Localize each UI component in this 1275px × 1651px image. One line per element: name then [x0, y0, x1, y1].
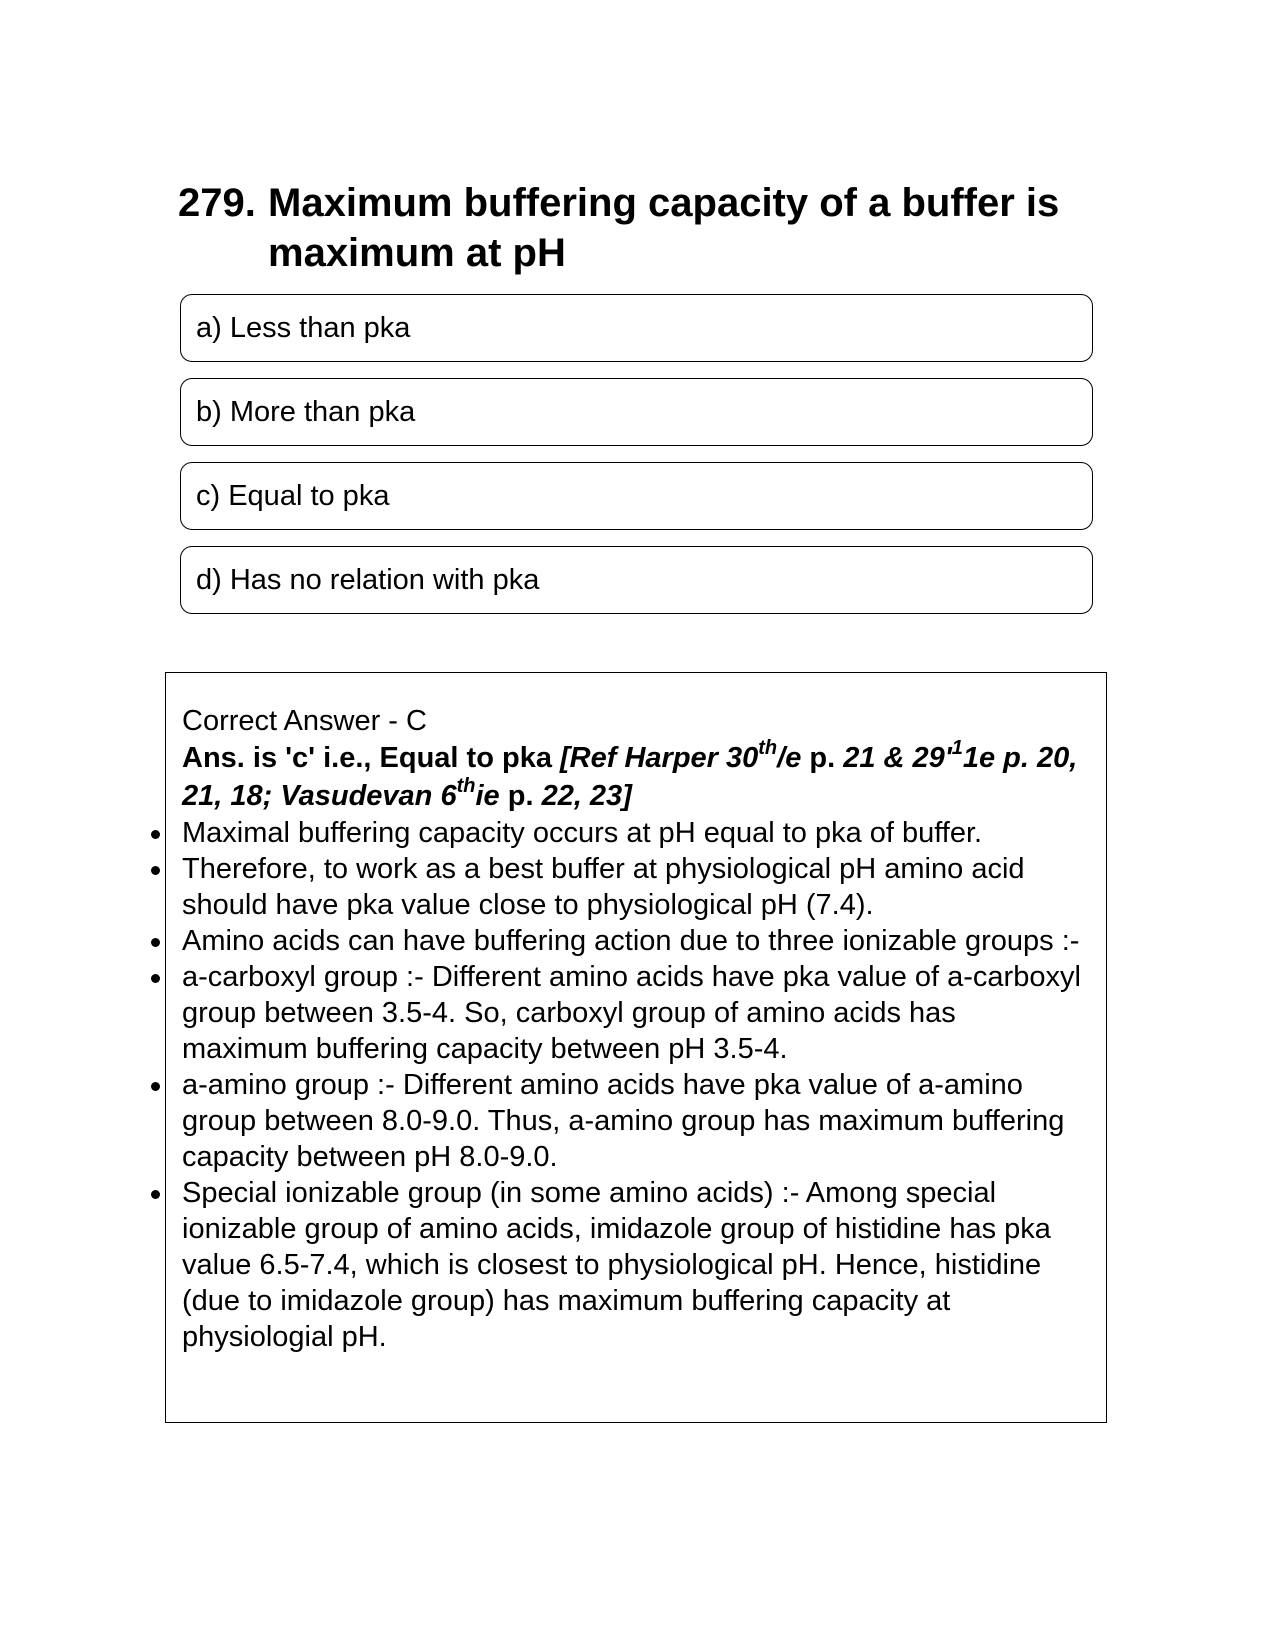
option-a[interactable] — [180, 294, 1093, 362]
option-c[interactable] — [180, 462, 1093, 530]
bullet-icon — [151, 938, 160, 947]
ref-sup-th-1: th — [758, 737, 778, 760]
bullet-icon — [151, 830, 160, 839]
correct-answer: Correct Answer - C — [182, 705, 427, 737]
bullet-text: a-amino group :- Different amino acids have pka value of a-amino group between 8.0-9.0. Thus, a-amino group has maximum buffering capacity between pH 8.0-9.0. — [182, 1069, 1065, 1173]
list-item — [182, 1067, 1082, 1175]
bullet-icon — [151, 1082, 160, 1091]
question-heading — [178, 178, 1078, 278]
question-number: 279. — [178, 181, 256, 225]
question-text: Maximum buffering capacity of a buffer is maximum at pH — [268, 181, 1060, 275]
ref-page-label-1: p. — [801, 742, 844, 774]
bullet-text: Special ionizable group (in some amino acids) :- Among special ionizable group of amino acids, imidazole group of histidine has pka value 6.5-7.4, which is closest to physiological pH. Hence, histidine (due to imidazole group) has maximum buffering capacity at physiologial pH. — [182, 1177, 1051, 1353]
option-a-label: a) Less than pka — [196, 311, 411, 344]
option-d-label: d) Has no relation with pka — [196, 563, 540, 596]
list-item — [182, 815, 1082, 851]
ref-pages-2: 22, 23] — [541, 780, 632, 812]
ref-edition: /e — [777, 742, 802, 774]
ref-page-label-2: p. — [499, 780, 542, 812]
ref-sup-th-2: th — [456, 775, 476, 798]
answer-explanation-box — [165, 672, 1107, 1423]
option-b[interactable] — [180, 378, 1093, 446]
bullet-text: Maximal buffering capacity occurs at pH equal to pka of buffer. — [182, 817, 983, 849]
bullet-icon — [151, 974, 160, 983]
option-b-label: b) More than pka — [196, 395, 416, 428]
options-list — [180, 294, 1093, 630]
ref-vasudevan: 1e p. 20, 21, 18; Vasudevan 6 — [182, 742, 1078, 812]
list-item — [182, 851, 1082, 923]
ref-harper: [Ref Harper 30 — [560, 742, 759, 774]
ref-prefix: Ans. is 'c' i.e., Equal to pka — [182, 742, 561, 774]
ref-edition-2: ie — [475, 780, 500, 812]
list-item — [182, 1175, 1082, 1355]
bullet-icon — [151, 1190, 160, 1199]
list-item — [182, 923, 1082, 959]
ref-pages-1: 21 & 29' — [843, 742, 952, 774]
bullet-text: Amino acids can have buffering action due to three ionizable groups :- — [182, 925, 1080, 957]
ref-sup-1: 1 — [951, 737, 963, 760]
explanation-bullets — [182, 815, 1082, 1355]
list-item — [182, 959, 1082, 1067]
answer-reference — [182, 739, 1082, 815]
bullet-text: a-carboxyl group :- Different amino acids have pka value of a-carboxyl group between 3.5-4. So, carboxyl group of amino acids has maximum buffering capacity between pH 3.5-4. — [182, 961, 1081, 1065]
option-d[interactable] — [180, 546, 1093, 614]
option-c-label: c) Equal to pka — [196, 479, 390, 512]
bullet-icon — [151, 866, 160, 875]
bullet-text: Therefore, to work as a best buffer at physiological pH amino acid should have pka value close to physiological pH (7.4). — [182, 853, 1025, 921]
